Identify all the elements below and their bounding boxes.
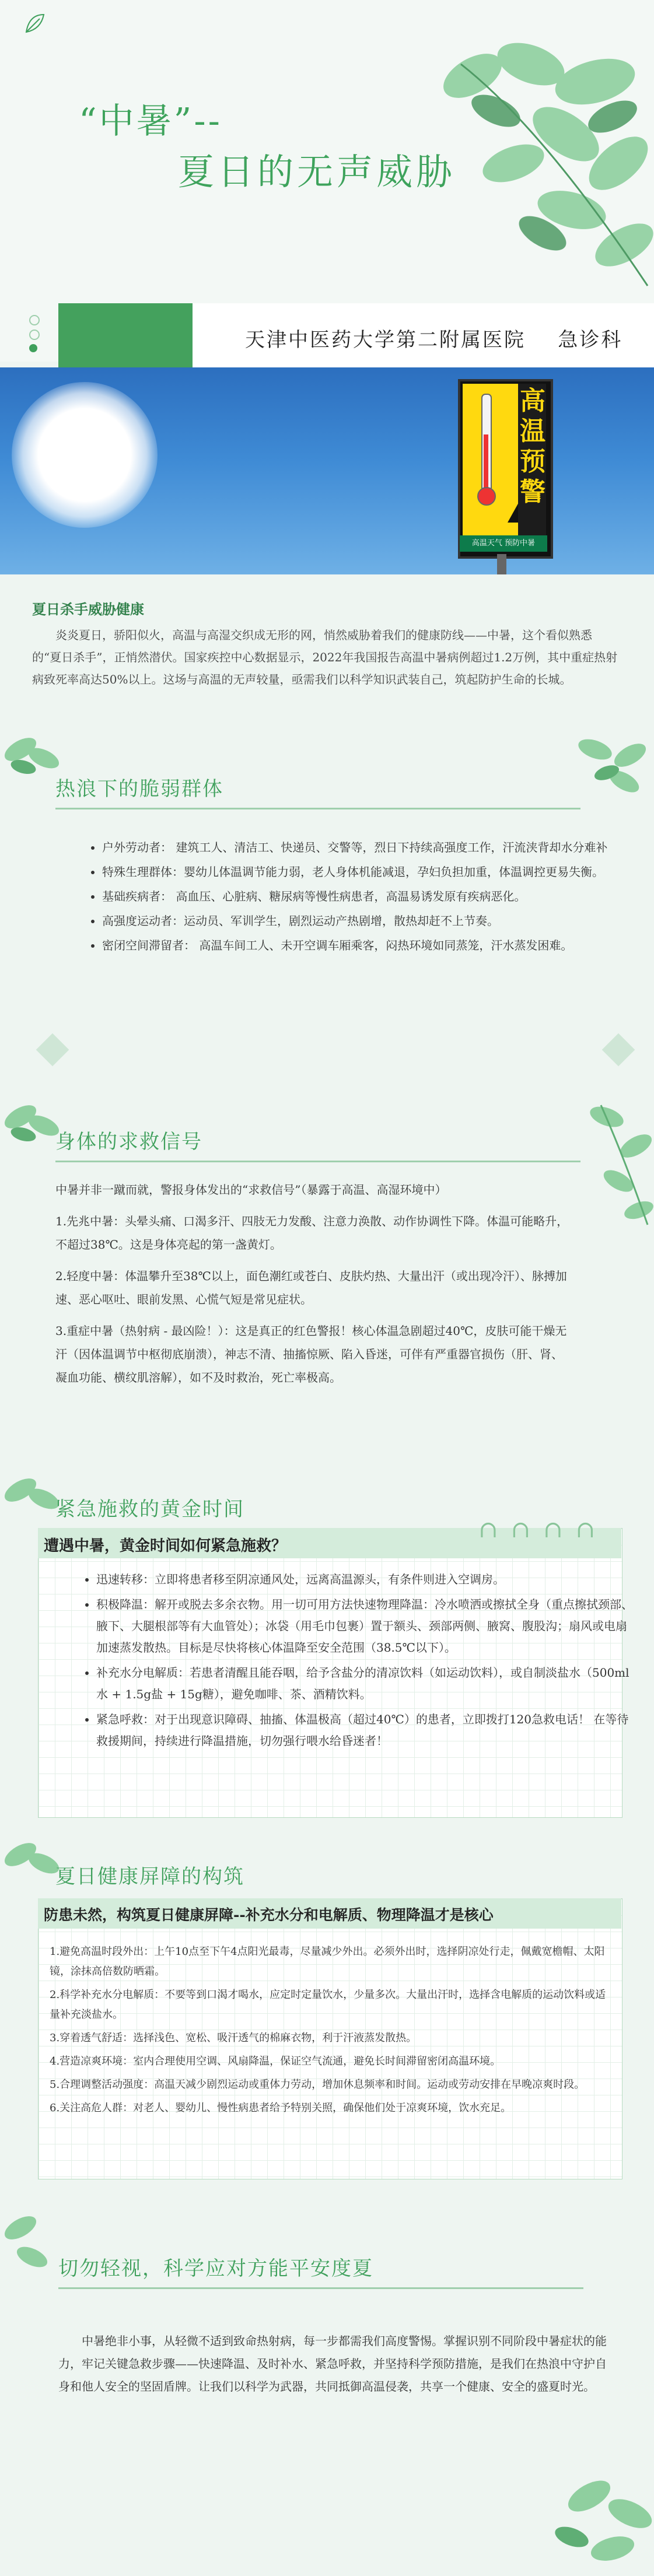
thermometer-bulb xyxy=(477,487,496,506)
list-item: 5.合理调整活动强度：高温天减少剧烈运动或重体力劳动，增加休息频率和时间。运动或劳动安排在早晚凉爽时段。 xyxy=(50,2079,585,2091)
intro-text: 炎炎夏日，骄阳似火，高温与高湿交织成无形的网，悄然威胁着我们的健康防线——中暑，这个看似熟悉的“夏日杀手”，正悄然潜伏。国家疾控中心数据显示，2022年我国报告高温中暑病例超过1.2万例，其中重症热射病致死率高达50%以上。这场与高温的无声较量，亟需我们以科学知识武装自己，筑起防护生命的长城。 xyxy=(32,628,618,686)
divider xyxy=(55,808,580,809)
hospital-bar-accent xyxy=(58,303,193,367)
leaf-decoration xyxy=(426,41,653,292)
list-item: • 补充水分电解质：若患者清醒且能吞咽，给予含盐分的清凉饮料（如运动饮料），或自制淡盐水（500ml水 + 1.5g盐 + 15g糖），避免咖啡、茶、酒精饮料。 xyxy=(96,1662,633,1705)
card-title: 遭遇中暑，黄金时间如何紧急施救？ xyxy=(44,1537,287,1555)
list-item: • 迅速转移：立即将患者移至阴凉通风处，远离高温源头，有条件则进入空调房。 xyxy=(96,1569,633,1590)
leaf-decoration xyxy=(0,1473,64,1519)
list-item: • 高强度运动者：运动员、军训学生，剧烈运动产热剧增，散热却赶不上节奏。 xyxy=(102,910,615,931)
deco-dot xyxy=(29,344,37,352)
symptom-stages xyxy=(55,1178,569,1397)
list-item: • 密闭空间滞留者： 高温车间工人、未开空调车厢乘客，闷热环境如同蒸笼，汗水蒸发困难。 xyxy=(102,935,615,956)
symptom-stage: 2.轻度中暑：体温攀升至38℃以上，面色潮红或苍白、皮肤灼热、大量出汗（或出现冷汗）、脉搏加速、恶心呕吐、眼前发黑、心慌气短是常见症状。 xyxy=(55,1269,567,1306)
section-heading: 紧急施救的黄金时间 xyxy=(55,1498,244,1521)
leaf-decoration xyxy=(572,1099,654,1228)
symptom-lead: 中暑并非一蹴而就，警报身体发出的“求救信号”（暴露于高温、高湿环境中） xyxy=(55,1183,447,1197)
list-item: 3.穿着透气舒适：选择浅色、宽松、吸汗透气的棉麻衣物，利于汗液蒸发散热。 xyxy=(50,2032,417,2044)
list-item: 6.关注高危人群：对老人、婴幼儿、慢性病患者给予特别关照，确保他们处于凉爽环境，饮水充足。 xyxy=(50,2102,512,2114)
list-item: • 特殊生理群体：婴幼儿体温调节能力弱，老人身体机能减退，孕妇负担加重，体温调控更易失衡。 xyxy=(102,861,615,882)
binder-rings-icon: ∩∩∩∩ xyxy=(478,1516,608,1543)
deco-dot xyxy=(29,315,40,325)
symptom-stage: 3.重症中暑（热射病 - 最凶险！）：这是真正的红色警报！核心体温急剧超过40℃，皮肤可能干燥无汗（因体温调节中枢彻底崩溃），神志不清、抽搐惊厥、陷入昏迷，可伴有严重器官损伤（肝、肾、凝血功能、横纹肌溶解），如不及时救治，死亡率极高。 xyxy=(55,1324,567,1385)
symptom-stage: 1.先兆中暑：头晕头痛、口渴多汗、四肢无力发酸、注意力涣散、动作协调性下降。体温可能略升，不超过38℃。这是身体亮起的第一盏黄灯。 xyxy=(55,1214,569,1252)
hero-title-line2: 夏日的无声威胁 xyxy=(178,150,456,193)
list-item: 4.营造凉爽环境：室内合理使用空调、风扇降温，保证空气流通，避免长时间滞留密闭高温环境。 xyxy=(50,2055,501,2067)
section-heading: 夏日健康屏障的构筑 xyxy=(55,1865,244,1888)
leaf-decoration xyxy=(0,732,64,779)
sign-bottom-text: 高温天气 预防中暑 xyxy=(460,535,547,552)
card-title: 防患未然，构筑夏日健康屏障--补充水分和电解质、物理降温才是核心 xyxy=(44,1906,494,1923)
hospital-name: 天津中医药大学第二附属医院 急诊科 xyxy=(245,328,623,352)
intro-title: 夏日杀手威胁健康 xyxy=(32,601,144,618)
list-item: 1.避免高温时段外出：上午10点至下午4点阳光最毒，尽量减少外出。必须外出时，选择阴凉处行走，佩戴宽檐帽、太阳镜，涂抹高倍数防晒霜。 xyxy=(50,1946,605,1978)
sign-vertical-text: 高温预警 xyxy=(520,386,545,507)
section-heading: 热浪下的脆弱群体 xyxy=(55,777,223,801)
closing-heading: 切勿轻视，科学应对方能平安度夏 xyxy=(58,2257,373,2280)
hero-title-line1: “中暑”-- xyxy=(79,101,222,142)
sign-pole xyxy=(497,554,506,574)
list-item: • 户外劳动者： 建筑工人、清洁工、快递员、交警等，烈日下持续高强度工作，汗流浃背却水分难补 xyxy=(102,837,615,858)
list-item: 2.科学补充水分电解质：不要等到口渴才喝水，应定时定量饮水，少量多次。大量出汗时，选择含电解质的运动饮料或适量补充淡盐水。 xyxy=(50,1989,606,2021)
leaf-icon xyxy=(23,12,47,35)
deco-diamond xyxy=(36,1033,69,1067)
section-heading: 身体的求救信号 xyxy=(55,1130,202,1154)
divider xyxy=(58,2287,583,2289)
leaf-decoration xyxy=(537,2461,654,2576)
thermometer-fill xyxy=(484,434,488,493)
sun-graphic xyxy=(12,382,158,528)
prevention-list xyxy=(50,1942,615,2122)
first-aid-list xyxy=(73,1569,633,1755)
deco-diamond xyxy=(602,1033,635,1067)
closing-text: 中暑绝非小事，从轻微不适到致命热射病，每一步都需我们高度警惕。掌握识别不同阶段中暑症状的能力，牢记关键急救步骤——快速降温、及时补水、紧急呼救，并坚持科学预防措施，是我们在热浪中守护自身和他人安全的坚固盾牌。让我们以科学为武器，共同抵御高温侵袭，共享一个健康、安全的盛夏时光。 xyxy=(58,2334,607,2393)
leaf-decoration xyxy=(0,1837,64,1884)
divider xyxy=(55,1161,580,1162)
list-item: • 紧急呼救：对于出现意识障碍、抽搐、体温极高（超过40℃）的患者，立即拨打120急救电话！ 在等待救援期间，持续进行降温措施，切勿强行喂水给昏迷者！ xyxy=(96,1709,633,1752)
leaf-decoration xyxy=(572,732,654,796)
list-item: • 基础疾病者： 高血压、心脏病、糖尿病等慢性病患者，高温易诱发原有疾病恶化。 xyxy=(102,886,615,907)
deco-dot xyxy=(29,330,40,340)
leaf-decoration xyxy=(0,1099,64,1146)
leaf-decoration xyxy=(0,2205,53,2274)
list-item: • 积极降温：解开或脱去多余衣物。用一切可用方法快速物理降温：冷水喷洒或擦拭全身（重点擦拭颈部、腋下、大腿根部等有大血管处）；冰袋（用毛巾包裹）置于额头、颈部两侧、腋窝、腹股沟；扇风或电扇加速蒸发散热。目标是尽快将核心体温降至安全范围（38.5℃以下）。 xyxy=(96,1594,633,1659)
vulnerable-groups-list xyxy=(79,837,615,959)
